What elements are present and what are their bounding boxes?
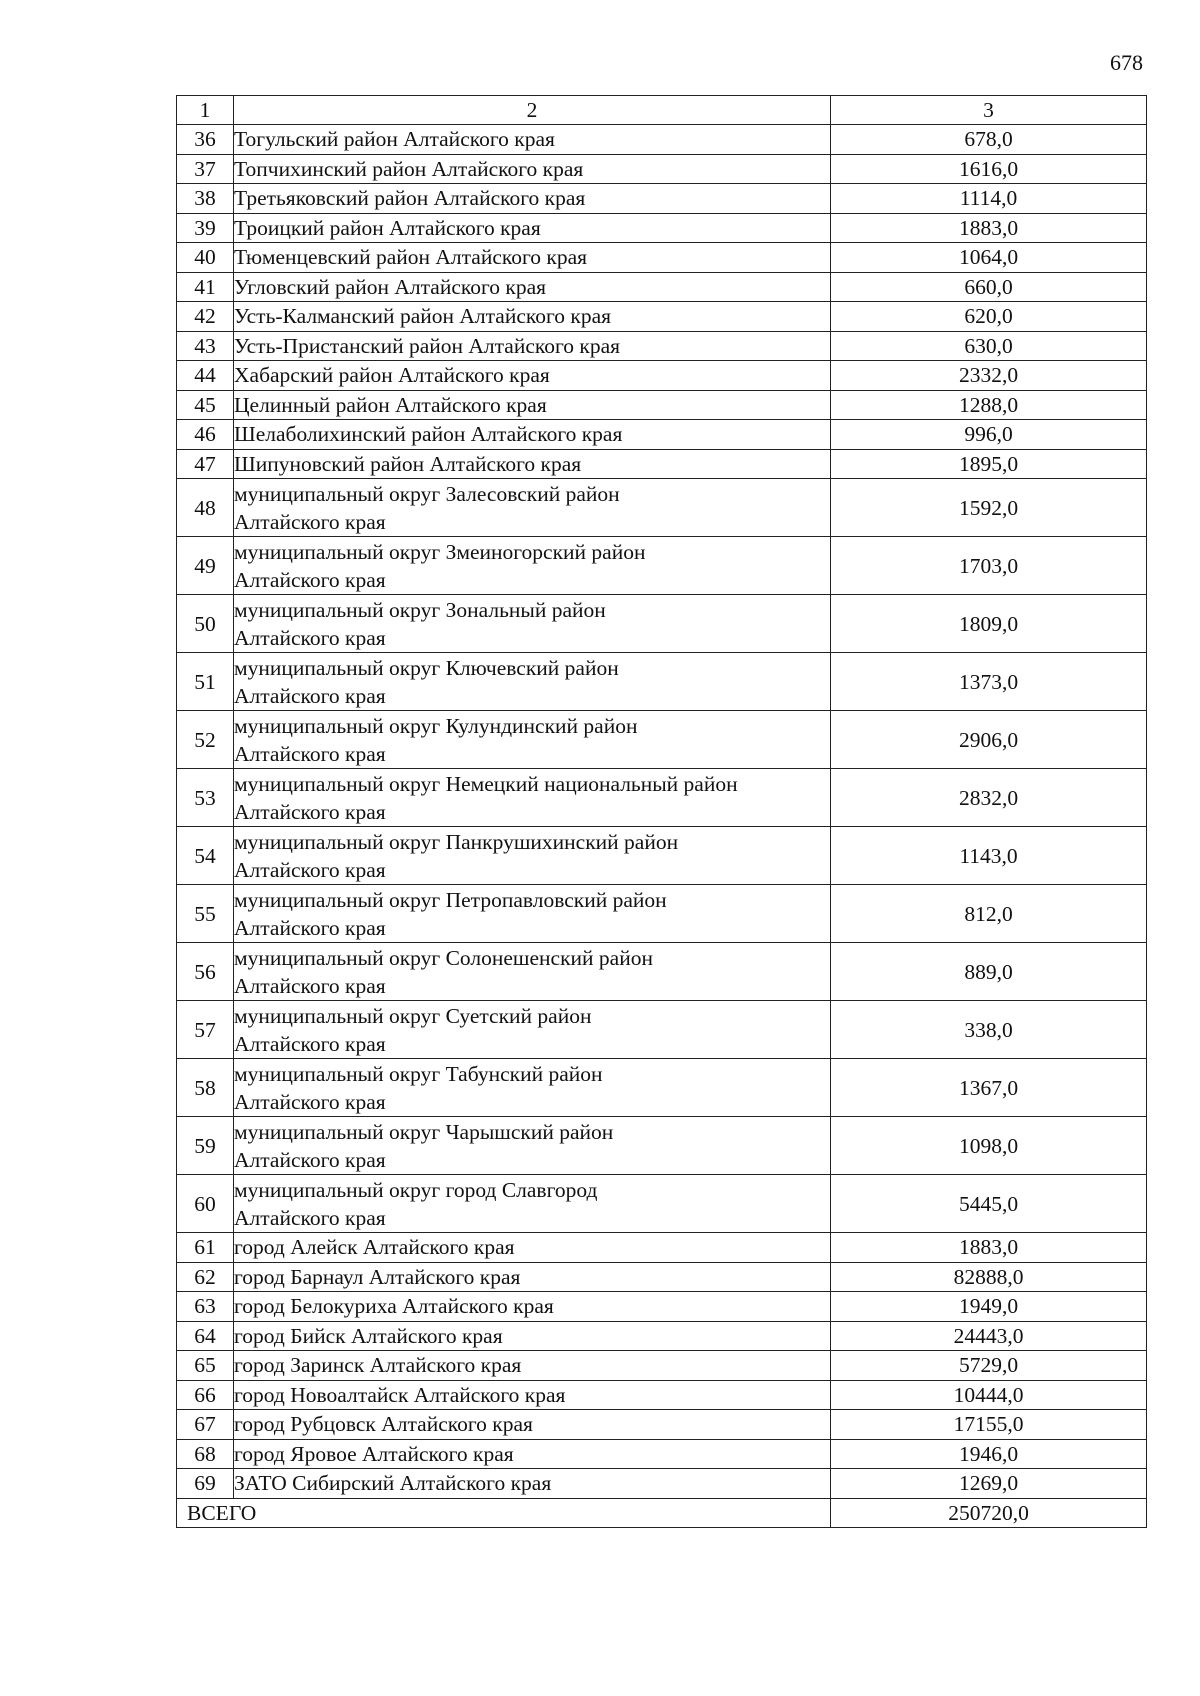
table-row — [177, 1262, 1147, 1292]
row-name: город Алейск Алтайского края — [234, 1233, 831, 1263]
total-row — [177, 1498, 1147, 1527]
row-number: 38 — [177, 184, 234, 214]
row-value: 1143,0 — [831, 827, 1147, 885]
row-number: 46 — [177, 420, 234, 450]
row-number: 39 — [177, 213, 234, 243]
row-name — [234, 827, 831, 885]
table-row — [177, 1469, 1147, 1499]
row-name — [234, 1001, 831, 1059]
row-number: 62 — [177, 1262, 234, 1292]
row-number: 51 — [177, 653, 234, 711]
row-value: 24443,0 — [831, 1321, 1147, 1351]
row-value: 1098,0 — [831, 1117, 1147, 1175]
row-name: Усть-Пристанский район Алтайского края — [234, 331, 831, 361]
table-row — [177, 213, 1147, 243]
row-value: 82888,0 — [831, 1262, 1147, 1292]
row-value: 660,0 — [831, 272, 1147, 302]
row-name-line1: муниципальный округ город Славгород — [234, 1177, 598, 1202]
row-number: 41 — [177, 272, 234, 302]
row-name — [234, 479, 831, 537]
row-name-line1: муниципальный округ Чарышский район — [234, 1119, 614, 1144]
table-row — [177, 125, 1147, 155]
page-number: 678 — [1110, 50, 1143, 75]
row-value: 1367,0 — [831, 1059, 1147, 1117]
row-value: 1373,0 — [831, 653, 1147, 711]
row-value: 1809,0 — [831, 595, 1147, 653]
row-name — [234, 1175, 831, 1233]
row-value: 17155,0 — [831, 1410, 1147, 1440]
table-row — [177, 1292, 1147, 1322]
row-number: 49 — [177, 537, 234, 595]
row-name-line1: муниципальный округ Солонешенский район — [234, 945, 653, 970]
row-name — [234, 885, 831, 943]
row-value: 5445,0 — [831, 1175, 1147, 1233]
row-name: город Рубцовск Алтайского края — [234, 1410, 831, 1440]
row-value: 2332,0 — [831, 361, 1147, 391]
table-row — [177, 827, 1147, 885]
row-number: 63 — [177, 1292, 234, 1322]
row-name-line2: Алтайского края — [234, 799, 386, 824]
row-number: 44 — [177, 361, 234, 391]
row-name-line2: Алтайского края — [234, 857, 386, 882]
row-value: 620,0 — [831, 302, 1147, 332]
row-number: 65 — [177, 1351, 234, 1381]
row-name: город Заринск Алтайского края — [234, 1351, 831, 1381]
table-row — [177, 943, 1147, 1001]
row-number: 69 — [177, 1469, 234, 1499]
table-row — [177, 1233, 1147, 1263]
table-row — [177, 154, 1147, 184]
row-name: Топчихинский район Алтайского края — [234, 154, 831, 184]
row-name-line2: Алтайского края — [234, 509, 386, 534]
row-name: Шипуновский район Алтайского края — [234, 449, 831, 479]
table-row — [177, 1001, 1147, 1059]
row-number: 45 — [177, 390, 234, 420]
row-value: 1883,0 — [831, 213, 1147, 243]
row-number: 48 — [177, 479, 234, 537]
row-number: 56 — [177, 943, 234, 1001]
row-name-line1: муниципальный округ Змеиногорский район — [234, 539, 646, 564]
table-row — [177, 243, 1147, 273]
row-name-line1: муниципальный округ Залесовский район — [234, 481, 620, 506]
row-name-line2: Алтайского края — [234, 915, 386, 940]
header-col-1: 1 — [177, 96, 234, 125]
row-value: 1064,0 — [831, 243, 1147, 273]
row-name-line2: Алтайского края — [234, 1089, 386, 1114]
row-name-line1: муниципальный округ Петропавловский район — [234, 887, 667, 912]
row-name: город Бийск Алтайского края — [234, 1321, 831, 1351]
row-number: 43 — [177, 331, 234, 361]
table-row — [177, 1410, 1147, 1440]
row-value: 2832,0 — [831, 769, 1147, 827]
row-name: Усть-Калманский район Алтайского края — [234, 302, 831, 332]
row-value: 5729,0 — [831, 1351, 1147, 1381]
row-name: Троицкий район Алтайского края — [234, 213, 831, 243]
row-value: 630,0 — [831, 331, 1147, 361]
row-number: 54 — [177, 827, 234, 885]
row-number: 68 — [177, 1439, 234, 1469]
row-name-line2: Алтайского края — [234, 1031, 386, 1056]
row-name: город Барнаул Алтайского края — [234, 1262, 831, 1292]
row-value: 1114,0 — [831, 184, 1147, 214]
row-name: Шелаболихинский район Алтайского края — [234, 420, 831, 450]
row-name-line1: муниципальный округ Ключевский район — [234, 655, 619, 680]
row-name: Тогульский район Алтайского края — [234, 125, 831, 155]
row-name-line2: Алтайского края — [234, 1205, 386, 1230]
row-number: 36 — [177, 125, 234, 155]
table-row — [177, 711, 1147, 769]
row-name — [234, 769, 831, 827]
row-name: ЗАТО Сибирский Алтайского края — [234, 1469, 831, 1499]
total-value: 250720,0 — [831, 1498, 1147, 1527]
row-name-line1: муниципальный округ Кулундинский район — [234, 713, 638, 738]
row-name: Угловский район Алтайского края — [234, 272, 831, 302]
row-number: 37 — [177, 154, 234, 184]
row-name — [234, 1117, 831, 1175]
table-row — [177, 537, 1147, 595]
table-row — [177, 1321, 1147, 1351]
row-name: город Белокуриха Алтайского края — [234, 1292, 831, 1322]
row-name — [234, 943, 831, 1001]
table-row — [177, 449, 1147, 479]
row-number: 55 — [177, 885, 234, 943]
table-row — [177, 1380, 1147, 1410]
row-number: 59 — [177, 1117, 234, 1175]
table-row — [177, 184, 1147, 214]
row-number: 57 — [177, 1001, 234, 1059]
row-name: Тюменцевский район Алтайского края — [234, 243, 831, 273]
row-name-line1: муниципальный округ Зональный район — [234, 597, 606, 622]
row-value: 1946,0 — [831, 1439, 1147, 1469]
table-row — [177, 653, 1147, 711]
table-row — [177, 1059, 1147, 1117]
row-value: 1883,0 — [831, 1233, 1147, 1263]
row-name: Третьяковский район Алтайского края — [234, 184, 831, 214]
table-row — [177, 1175, 1147, 1233]
row-name-line2: Алтайского края — [234, 567, 386, 592]
row-value: 996,0 — [831, 420, 1147, 450]
row-name-line2: Алтайского края — [234, 625, 386, 650]
row-name — [234, 711, 831, 769]
row-value: 1895,0 — [831, 449, 1147, 479]
row-number: 67 — [177, 1410, 234, 1440]
table-header-row — [177, 96, 1147, 125]
table-row — [177, 361, 1147, 391]
row-name-line1: муниципальный округ Немецкий национальный район — [234, 771, 738, 796]
row-number: 53 — [177, 769, 234, 827]
table-row — [177, 595, 1147, 653]
row-name-line1: муниципальный округ Табунский район — [234, 1061, 603, 1086]
row-number: 60 — [177, 1175, 234, 1233]
header-col-2: 2 — [234, 96, 831, 125]
row-value: 338,0 — [831, 1001, 1147, 1059]
row-number: 47 — [177, 449, 234, 479]
row-number: 52 — [177, 711, 234, 769]
row-number: 40 — [177, 243, 234, 273]
row-name: Целинный район Алтайского края — [234, 390, 831, 420]
table-row — [177, 302, 1147, 332]
header-col-3: 3 — [831, 96, 1147, 125]
row-name-line2: Алтайского края — [234, 973, 386, 998]
row-number: 42 — [177, 302, 234, 332]
row-value: 678,0 — [831, 125, 1147, 155]
table-row — [177, 420, 1147, 450]
row-name-line1: муниципальный округ Суетский район — [234, 1003, 592, 1028]
row-value: 1949,0 — [831, 1292, 1147, 1322]
row-name: Хабарский район Алтайского края — [234, 361, 831, 391]
row-name-line2: Алтайского края — [234, 1147, 386, 1172]
row-name-line1: муниципальный округ Панкрушихинский район — [234, 829, 679, 854]
row-name — [234, 537, 831, 595]
row-value: 1592,0 — [831, 479, 1147, 537]
row-name: город Яровое Алтайского края — [234, 1439, 831, 1469]
row-name — [234, 595, 831, 653]
table-row — [177, 331, 1147, 361]
row-number: 61 — [177, 1233, 234, 1263]
row-name-line2: Алтайского края — [234, 683, 386, 708]
table-row — [177, 885, 1147, 943]
row-name — [234, 1059, 831, 1117]
row-value: 1703,0 — [831, 537, 1147, 595]
total-label: ВСЕГО — [177, 1498, 831, 1527]
row-number: 66 — [177, 1380, 234, 1410]
row-number: 64 — [177, 1321, 234, 1351]
table-row — [177, 1439, 1147, 1469]
row-name — [234, 653, 831, 711]
table-row — [177, 1351, 1147, 1381]
table-row — [177, 272, 1147, 302]
row-name-line2: Алтайского края — [234, 741, 386, 766]
row-value: 812,0 — [831, 885, 1147, 943]
row-value: 1269,0 — [831, 1469, 1147, 1499]
table-row — [177, 390, 1147, 420]
table-row — [177, 479, 1147, 537]
row-value: 2906,0 — [831, 711, 1147, 769]
table-row — [177, 769, 1147, 827]
row-number: 50 — [177, 595, 234, 653]
allocation-table — [176, 95, 1147, 1528]
row-value: 10444,0 — [831, 1380, 1147, 1410]
row-value: 889,0 — [831, 943, 1147, 1001]
row-name: город Новоалтайск Алтайского края — [234, 1380, 831, 1410]
row-value: 1288,0 — [831, 390, 1147, 420]
row-number: 58 — [177, 1059, 234, 1117]
table-row — [177, 1117, 1147, 1175]
row-value: 1616,0 — [831, 154, 1147, 184]
